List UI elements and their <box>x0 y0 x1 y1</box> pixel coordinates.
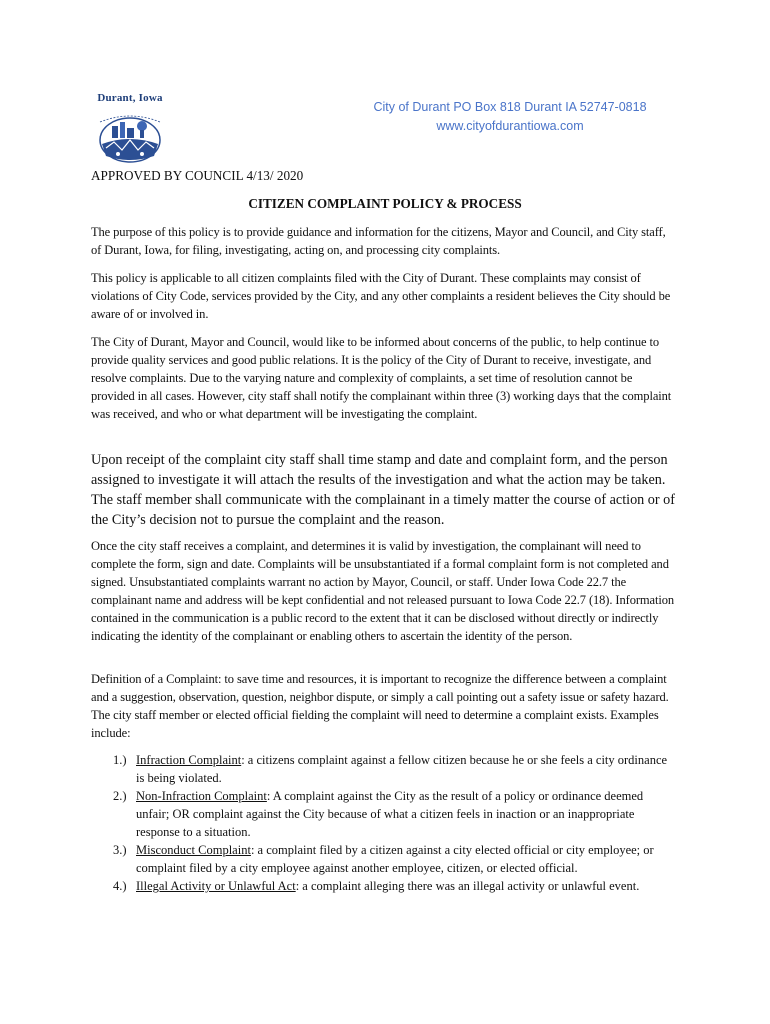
contact-block <box>300 98 720 136</box>
list-item <box>91 841 676 877</box>
list-term: Misconduct Complaint <box>136 843 251 857</box>
list-text: : a complaint filed by a citizen against a city elected official or city employee; or complaint filed by a city employee against another employee, citizen, or elected official. <box>136 843 654 875</box>
logo-title: Durant, Iowa <box>97 92 163 104</box>
paragraph-validation: Once the city staff receives a complaint, and determines it is valid by investigation, the complainant will need to complete the form, sign and date. Complaints will be unsubstantiated if a formal complaint form is not completed and signed. Unsubstantiated complaints warrant no action by Mayor, Council, or staff. Under Iowa Code 22.7 the complainant name and address will be kept confidential and not released pursuant to Iowa Code 22.7 (18). Information contained in the communication is a public record to the extent that it can be disclosed without directly or indirectly indicating the identity of the complainant or enabling others to ascertain the identity of the person. <box>91 539 675 643</box>
list-term: Non-Infraction Complaint <box>136 789 267 803</box>
city-seal-icon <box>92 104 168 164</box>
paragraph-receipt: Upon receipt of the complaint city staff shall time stamp and date and complaint form, and the person assigned to investigate it will attach the results of the investigation and what the action may be taken. The staff member shall communicate with the complainant in a timely matter the course of action or of the City’s decision not to pursue the complaint and the reason. <box>91 452 675 528</box>
paragraph-purpose: The purpose of this policy is to provide guidance and information for the citizens, Mayor and Council, and City staff, of Durant, Iowa, for filing, investigating, acting on, and processing city complaints. <box>91 225 666 257</box>
list-text: : a citizens complaint against a fellow citizen because he or she feels a city ordinance is being violated. <box>136 753 668 785</box>
list-item <box>91 787 676 841</box>
list-item <box>91 751 676 787</box>
list-text: : a complaint alleging there was an illegal activity or unlawful event. <box>295 879 640 893</box>
list-term: Illegal Activity or Unlawful Act <box>136 879 296 893</box>
approval-line: APPROVED BY COUNCIL 4/13/ 2020 <box>91 168 304 183</box>
contact-website-link[interactable]: www.cityofdurantiowa.com <box>436 119 584 133</box>
list-number: 2.) <box>113 789 127 803</box>
list-text: : A complaint against the City as the result of a policy or ordinance deemed unfair; OR complaint against the City because of what a citizen feels in inaction or an inappropriate response to a situation. <box>136 789 644 839</box>
document-title: CITIZEN COMPLAINT POLICY & PROCESS <box>248 196 522 211</box>
contact-address: City of Durant PO Box 818 Durant IA 52747-0818 <box>373 100 647 114</box>
city-logo <box>92 92 168 166</box>
list-number: 1.) <box>113 753 127 767</box>
list-number: 4.) <box>113 879 127 893</box>
paragraph-definition: Definition of a Complaint: to save time and resources, it is important to recognize the difference between a complaint and a suggestion, observation, question, neighbor dispute, or simply a call pointing out a safety issue or safety hazard. The city staff member or elected official fielding the complaint will need to determine a complaint exists. Examples include: <box>91 672 669 740</box>
list-item <box>91 877 676 895</box>
complaint-types-list <box>91 751 676 895</box>
paragraph-applicability: This policy is applicable to all citizen complaints filed with the City of Durant. These complaints may consist of violations of City Code, services provided by the City, and any other complaints a resident believes the City should be aware of or involved in. <box>91 271 671 321</box>
list-number: 3.) <box>113 843 127 857</box>
list-term: Infraction Complaint <box>136 753 242 767</box>
paragraph-policy: The City of Durant, Mayor and Council, would like to be informed about concerns of the public, to help continue to provide quality services and good public relations. It is the policy of the City of Durant to receive, investigate, and resolve complaints. Due to the varying nature and complexity of complaints, a set time of resolution cannot be provided in all cases. However, city staff shall notify the complainant within three (3) working days that the complaint was received, and who or what department will be investigating the complaint. <box>91 335 672 421</box>
